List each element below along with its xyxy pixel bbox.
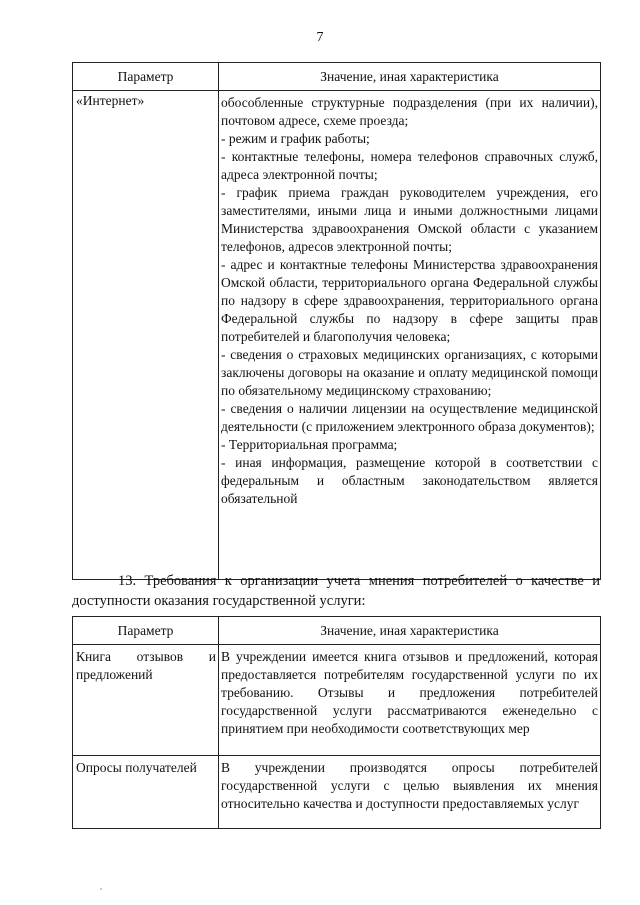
value-line: - адрес и контактные телефоны Министерства здравоохранения Омской области, территориального органа Федеральной службы по надзору в сфере здравоохранения, территориального органа Федеральной службы по надзору в сфере защиты прав потребителей и благополучия человека; [221, 257, 598, 344]
table-header-row [73, 617, 601, 645]
row-parameter: Книга отзывов и предложений [73, 645, 219, 756]
row-value: В учреждении производятся опросы потребителей государственной услуги с целью выявления их мнения относительно качества и доступности предоставляемых услуг [219, 756, 601, 829]
value-line: - Территориальная программа; [221, 437, 398, 452]
header-parameter: Параметр [73, 617, 219, 645]
section-13-heading: 13. Требования к организации учета мнения потребителей о качестве и доступности оказания государственной услуги: [72, 573, 600, 609]
row-parameter: «Интернет» [73, 91, 219, 580]
scan-speck [100, 888, 102, 890]
header-parameter: Параметр [73, 63, 219, 91]
row-value [219, 91, 601, 580]
page-number: 7 [316, 30, 324, 45]
value-line: - сведения о наличии лицензии на осуществление медицинской деятельности (с приложением электронного образа документов); [221, 401, 598, 434]
info-table [72, 62, 601, 580]
header-value: Значение, иная характеристика [219, 63, 601, 91]
value-line: - сведения о страховых медицинских организациях, с которыми заключены договоры на оказание и оплату медицинской помощи по обязательному медицинскому страхованию; [221, 347, 598, 398]
value-line: - режим и график работы; [221, 131, 370, 146]
feedback-table [72, 616, 601, 829]
table-row [73, 91, 601, 580]
value-line: - контактные телефоны, номера телефонов справочных служб, адреса электронной почты; [221, 149, 598, 182]
table-row [73, 756, 601, 829]
table-row [73, 645, 601, 756]
table-header-row [73, 63, 601, 91]
value-line: - график приема граждан руководителем учреждения, его заместителями, иными лица и иными должностными лицами Министерства здравоохранения Омской области с указанием телефонов, адресов электронной почты; [221, 185, 598, 254]
value-line: - иная информация, размещение которой в соответствии с федеральным и областным законодательством является обязательной [221, 455, 598, 506]
header-value: Значение, иная характеристика [219, 617, 601, 645]
value-line: обособленные структурные подразделения (при их наличии), почтовом адресе, схеме проезда; [221, 95, 598, 128]
row-value: В учреждении имеется книга отзывов и предложений, которая предоставляется потребителям государственной услуги по их требованию. Отзывы и предложения потребителей государственной услуги рассматриваются еженедельно с принятием при необходимости соответствующих мер [219, 645, 601, 756]
row-parameter: Опросы получателей [73, 756, 219, 829]
